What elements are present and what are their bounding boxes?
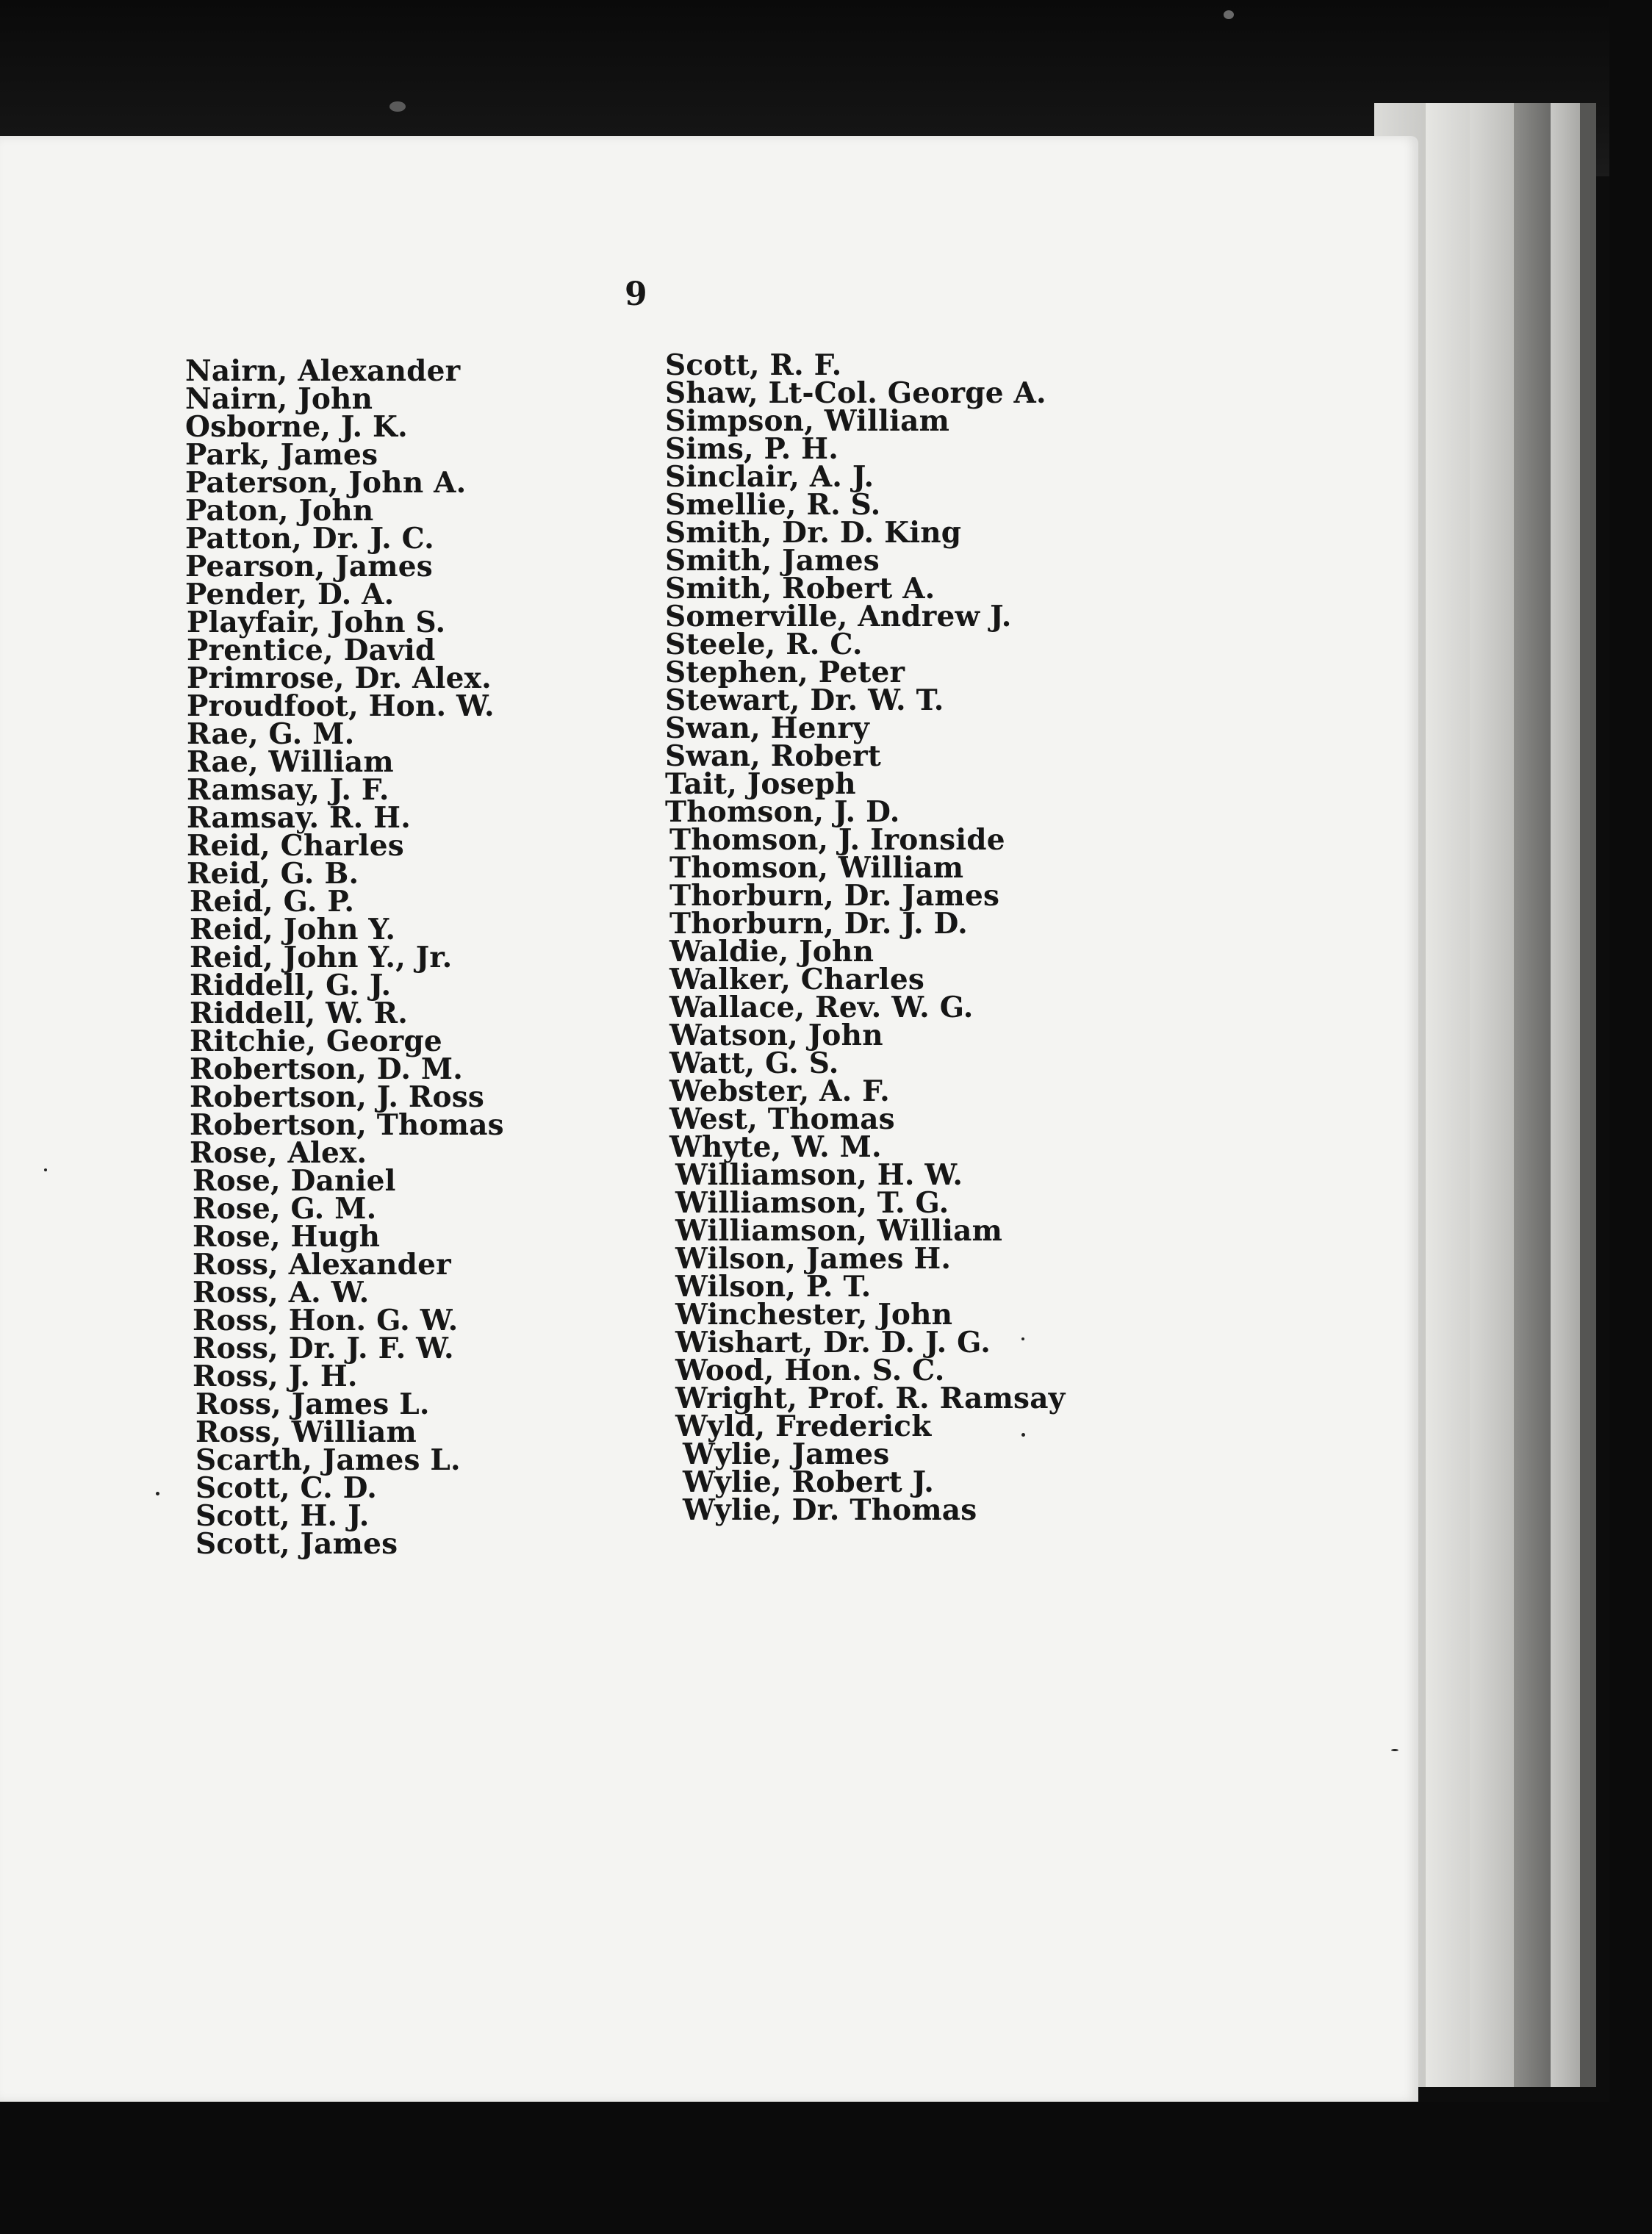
member-name: Ramsay, J. F. bbox=[187, 773, 389, 807]
member-name: Reid, John Y. bbox=[190, 913, 396, 947]
member-name: Swan, Robert bbox=[665, 739, 881, 773]
member-name: Rae, G. M. bbox=[187, 717, 355, 751]
dust-speck bbox=[1021, 1337, 1024, 1340]
dust-speck bbox=[1224, 10, 1234, 19]
member-name: Ross, Dr. J. F. W. bbox=[193, 1332, 454, 1365]
member-name: Thomson, William bbox=[669, 851, 964, 885]
member-name: Smellie, R. S. bbox=[665, 488, 881, 522]
member-name: Ross, William bbox=[195, 1415, 417, 1449]
member-name: Somerville, Andrew J. bbox=[665, 600, 1012, 633]
member-name: Prentice, David bbox=[187, 633, 436, 667]
member-name: Patton, Dr. J. C. bbox=[185, 522, 434, 556]
member-name: Scott, R. F. bbox=[665, 348, 842, 382]
member-name: Smith, James bbox=[665, 544, 880, 578]
member-name: Scott, C. D. bbox=[195, 1471, 378, 1505]
page-leaf-edge bbox=[1580, 103, 1596, 2087]
member-name: Waldie, John bbox=[669, 935, 875, 969]
name-list-left-column bbox=[185, 354, 504, 1561]
member-name: Scott, James bbox=[195, 1527, 398, 1561]
dust-speck bbox=[1021, 1433, 1025, 1437]
member-name: Sinclair, A. J. bbox=[665, 460, 875, 494]
member-name: Stewart, Dr. W. T. bbox=[665, 683, 944, 717]
member-name: Smith, Robert A. bbox=[665, 572, 935, 606]
member-name: Osborne, J. K. bbox=[185, 410, 408, 444]
dust-speck bbox=[389, 101, 406, 112]
film-bottom-border bbox=[0, 2102, 1652, 2234]
member-name: Sims, P. H. bbox=[665, 432, 839, 466]
member-name: Rae, William bbox=[187, 745, 394, 779]
member-name: Winchester, John bbox=[675, 1298, 953, 1332]
member-name: Riddell, W. R. bbox=[190, 996, 409, 1030]
member-name: Whyte, W. M. bbox=[669, 1130, 882, 1164]
member-name: Reid, Charles bbox=[187, 829, 404, 863]
dust-speck bbox=[1391, 1749, 1398, 1751]
member-name: Ross, Alexander bbox=[193, 1248, 451, 1282]
member-name: Ramsay. R. H. bbox=[187, 801, 412, 835]
member-name: Watson, John bbox=[669, 1019, 883, 1052]
page-leaf-edge bbox=[1426, 103, 1470, 2087]
name-list-right-column bbox=[665, 348, 1066, 1527]
member-name: Scarth, James L. bbox=[195, 1443, 461, 1477]
member-name: Wilson, James H. bbox=[675, 1242, 952, 1276]
member-name: Reid, G. B. bbox=[187, 857, 359, 891]
member-name: Rose, G. M. bbox=[193, 1192, 377, 1226]
page-leaf-edge bbox=[1514, 103, 1551, 2087]
member-name: Wylie, Dr. Thomas bbox=[683, 1493, 977, 1527]
member-name: Swan, Henry bbox=[665, 711, 869, 745]
member-name: Stephen, Peter bbox=[665, 656, 905, 689]
member-name: Wood, Hon. S. C. bbox=[675, 1354, 945, 1387]
member-name: Robertson, D. M. bbox=[190, 1052, 464, 1086]
member-name: Robertson, Thomas bbox=[190, 1108, 504, 1142]
member-name: Park, James bbox=[185, 438, 378, 472]
member-name: Webster, A. F. bbox=[669, 1074, 890, 1108]
member-name: Reid, John Y., Jr. bbox=[190, 941, 453, 974]
member-name: Ross, James L. bbox=[195, 1387, 430, 1421]
dust-speck bbox=[44, 1168, 47, 1171]
member-name: Thomson, J. D. bbox=[665, 795, 900, 829]
member-name: Pearson, James bbox=[185, 550, 433, 583]
page-leaf-edge bbox=[1470, 103, 1514, 2087]
member-name: Proudfoot, Hon. W. bbox=[187, 689, 495, 723]
member-name: Nairn, John bbox=[185, 382, 373, 416]
film-right-border bbox=[1609, 0, 1652, 2234]
member-name: Scott, H. J. bbox=[195, 1499, 370, 1533]
member-name: Wylie, Robert J. bbox=[683, 1465, 935, 1499]
member-name: Simpson, William bbox=[665, 404, 950, 438]
dust-speck bbox=[156, 1492, 159, 1495]
member-name: West, Thomas bbox=[669, 1102, 895, 1136]
member-name: Rose, Alex. bbox=[190, 1136, 367, 1170]
member-name: Tait, Joseph bbox=[665, 767, 856, 801]
page-leaf-edge bbox=[1551, 103, 1580, 2087]
member-name: Robertson, J. Ross bbox=[190, 1080, 485, 1114]
member-name: Walker, Charles bbox=[669, 963, 924, 996]
member-name: Primrose, Dr. Alex. bbox=[187, 661, 492, 695]
member-name: Williamson, H. W. bbox=[675, 1158, 963, 1192]
member-name: Thomson, J. Ironside bbox=[669, 823, 1005, 857]
member-name: Smith, Dr. D. King bbox=[665, 516, 962, 550]
member-name: Williamson, William bbox=[675, 1214, 1003, 1248]
member-name: Ritchie, George bbox=[190, 1024, 442, 1058]
member-name: Thorburn, Dr. James bbox=[669, 879, 1000, 913]
member-name: Rose, Daniel bbox=[193, 1164, 396, 1198]
member-name: Wylie, James bbox=[683, 1437, 890, 1471]
member-name: Pender, D. A. bbox=[185, 578, 395, 611]
member-name: Wilson, P. T. bbox=[675, 1270, 872, 1304]
member-name: Ross, A. W. bbox=[193, 1276, 370, 1310]
member-name: Ross, J. H. bbox=[193, 1360, 358, 1393]
member-name: Rose, Hugh bbox=[193, 1220, 381, 1254]
member-name: Wyld, Frederick bbox=[675, 1409, 932, 1443]
member-name: Shaw, Lt-Col. George A. bbox=[665, 376, 1046, 410]
member-name: Riddell, G. J. bbox=[190, 969, 392, 1002]
member-name: Wallace, Rev. W. G. bbox=[669, 991, 974, 1024]
member-name: Paterson, John A. bbox=[185, 466, 467, 500]
member-name: Nairn, Alexander bbox=[185, 354, 461, 388]
member-name: Thorburn, Dr. J. D. bbox=[669, 907, 968, 941]
member-name: Reid, G. P. bbox=[190, 885, 355, 919]
member-name: Playfair, John S. bbox=[187, 606, 446, 639]
page-number: 9 bbox=[625, 276, 647, 313]
member-name: Wright, Prof. R. Ramsay bbox=[675, 1382, 1066, 1415]
member-name: Watt, G. S. bbox=[669, 1046, 839, 1080]
member-name: Wishart, Dr. D. J. G. bbox=[675, 1326, 991, 1360]
member-name: Paton, John bbox=[185, 494, 374, 528]
member-name: Ross, Hon. G. W. bbox=[193, 1304, 459, 1337]
member-name: Steele, R. C. bbox=[665, 628, 863, 661]
member-name: Williamson, T. G. bbox=[675, 1186, 949, 1220]
